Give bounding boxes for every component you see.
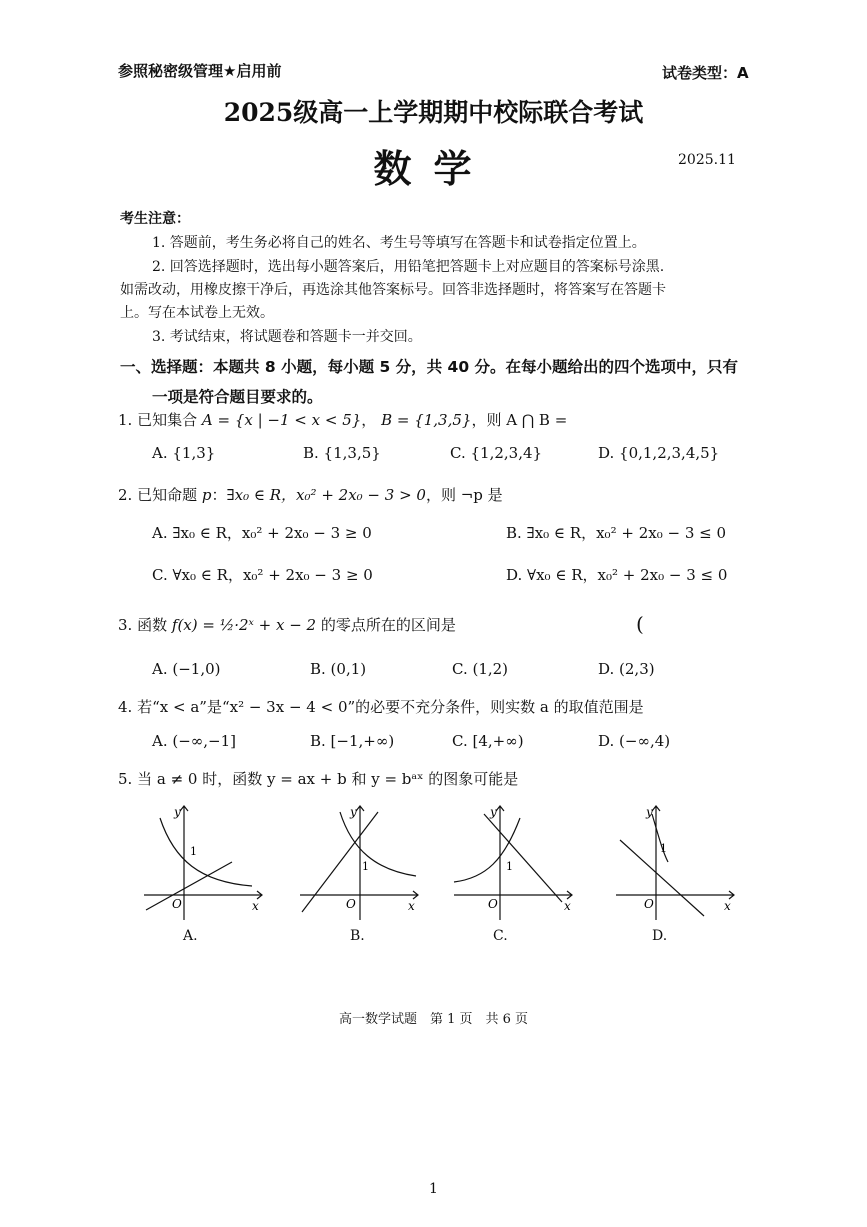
question-number: 5. (118, 770, 133, 788)
question-4 (118, 696, 644, 717)
exam-date: 2025.11 (678, 152, 736, 168)
option-d[interactable]: D. (−∞,4) (598, 732, 671, 750)
option-c[interactable]: C. (1,2) (452, 660, 509, 678)
graph-c[interactable] (450, 800, 580, 925)
function-expression: f(x) = ½·2ˣ + x − 2 (171, 616, 317, 634)
question-stem-end: 的零点所在的区间是 (320, 616, 456, 634)
option-b[interactable]: B. {1,3,5} (303, 444, 381, 462)
question-stem-end: ，则 A ⋂ B = (471, 411, 568, 429)
section-heading-line1: 一、选择题：本题共 8 小题，每小题 5 分，共 40 分。在每小题给出的四个选项中，只有 (120, 358, 739, 376)
question-stem-end: ，则 ¬p 是 (425, 486, 503, 504)
option-b[interactable]: B. ∃x₀ ∈ R，x₀² + 2x₀ − 3 ≤ 0 (506, 524, 727, 542)
page-number: 1 (429, 1181, 438, 1197)
graph-a[interactable] (140, 800, 270, 925)
linear-line (146, 862, 232, 910)
subject-title: 数学 (373, 147, 494, 191)
y-axis-label: y (174, 805, 181, 819)
option-b[interactable]: B. [−1,+∞) (310, 732, 395, 750)
x-axis-label: x (252, 899, 259, 913)
answer-parenthesis: ( (636, 612, 644, 636)
y-axis-label: y (490, 805, 497, 819)
exam-title: 2025级高一上学期期中校际联合考试 (223, 98, 644, 127)
question-stem: 已知集合 (137, 411, 198, 429)
option-a[interactable]: A. {1,3} (152, 444, 216, 462)
linear-line (484, 814, 562, 902)
question-stem: 函数 (137, 616, 168, 634)
confidentiality-label: 参照秘密级管理★启用前 (118, 62, 282, 80)
notice-item-3: 3. 考试结束，将试题卷和答题卡一并交回。 (152, 329, 422, 345)
question-stem: 已知命题 (137, 486, 198, 504)
proposition: ∃x₀ ∈ R，x₀² + 2x₀ − 3 > 0 (226, 486, 426, 504)
set-b: B = {1,3,5} (381, 411, 472, 429)
question-stem: 若“x < a”是“x² − 3x − 4 < 0”的必要不充分条件，则实数 a 的取值范围是 (137, 698, 644, 716)
notice-item-2a: 2. 回答选择题时，选出每小题答案后，用铅笔把答题卡上对应题目的答案标号涂黑. (152, 259, 665, 275)
question-3 (118, 614, 456, 635)
colon: ： (211, 486, 227, 504)
graph-d[interactable] (612, 800, 742, 925)
option-c[interactable]: C. {1,2,3,4} (450, 444, 543, 462)
question-number: 4. (118, 698, 133, 716)
y-axis-label: y (646, 805, 653, 819)
graph-b-label: B. (350, 928, 365, 944)
option-d[interactable]: D. {0,1,2,3,4,5} (598, 444, 720, 462)
notice-item-1: 1. 答题前，考生务必将自己的姓名、考生号等填写在答题卡和试卷指定位置上。 (152, 235, 646, 251)
graph-c-label: C. (493, 928, 508, 944)
intercept-label: 1 (190, 845, 197, 858)
intercept-label: 1 (362, 860, 369, 873)
question-number: 2. (118, 486, 133, 504)
origin-label: O (346, 897, 356, 911)
option-d[interactable]: D. ∀x₀ ∈ R，x₀² + 2x₀ − 3 ≤ 0 (506, 566, 728, 584)
proposition-p: p (201, 486, 212, 504)
origin-label: O (488, 897, 498, 911)
option-c[interactable]: C. [4,+∞) (452, 732, 524, 750)
notice-heading: 考生注意： (120, 211, 190, 227)
set-a: A = {x | −1 < x < 5} (201, 411, 362, 429)
paper-type-label: 试卷类型：A (662, 64, 749, 82)
graph-d-label: D. (652, 928, 668, 944)
option-a[interactable]: A. ∃x₀ ∈ R，x₀² + 2x₀ − 3 ≥ 0 (152, 524, 372, 542)
notice-item-2c: 上。写在本试卷上无效。 (120, 305, 274, 321)
graph-b[interactable] (296, 800, 426, 925)
origin-label: O (644, 897, 654, 911)
option-d[interactable]: D. (2,3) (598, 660, 655, 678)
section-heading-line2: 一项是符合题目要求的。 (152, 388, 323, 406)
option-c[interactable]: C. ∀x₀ ∈ R，x₀² + 2x₀ − 3 ≥ 0 (152, 566, 373, 584)
graph-a-label: A. (183, 928, 198, 944)
notice-item-2b: 如需改动，用橡皮擦干净后，再选涂其他答案标号。回答非选择题时，将答案写在答题卡 (120, 282, 666, 298)
x-axis-label: x (564, 899, 571, 913)
option-a[interactable]: A. (−1,0) (152, 660, 221, 678)
x-axis-label: x (408, 899, 415, 913)
question-number: 1. (118, 411, 133, 429)
question-1: 1. 已知集合 A = {x | −1 < x < 5}， B = {1,3,5}，则 A ⋂ B = (118, 411, 568, 429)
x-axis-label: x (724, 899, 731, 913)
intercept-label: 1 (506, 860, 513, 873)
question-2 (118, 484, 503, 505)
option-a[interactable]: A. (−∞,−1] (152, 732, 237, 750)
option-b[interactable]: B. (0,1) (310, 660, 367, 678)
exponential-curve (160, 818, 252, 886)
origin-label: O (172, 897, 182, 911)
y-axis-label: y (350, 805, 357, 819)
page-footer: 高一数学试题 第 1 页 共 6 页 (338, 1012, 529, 1027)
question-number: 3. (118, 616, 133, 634)
exponential-curve (340, 812, 416, 876)
question-5 (118, 768, 518, 789)
question-stem: 当 a ≠ 0 时，函数 y = ax + b 和 y = bᵃˣ 的图象可能是 (137, 770, 519, 788)
intercept-label: 1 (660, 842, 667, 855)
